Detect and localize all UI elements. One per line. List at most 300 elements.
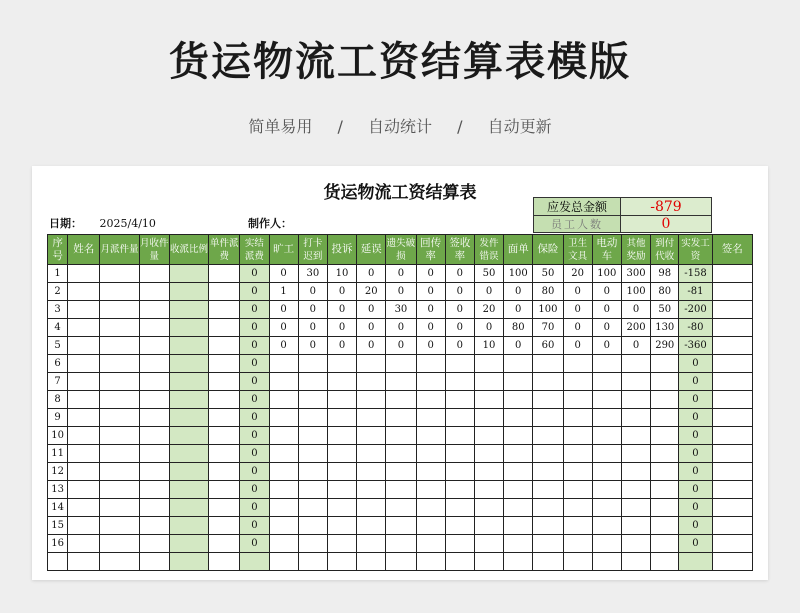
table-cell[interactable]: 0	[357, 265, 386, 283]
table-cell[interactable]	[269, 409, 298, 427]
table-cell[interactable]	[445, 427, 474, 445]
table-cell[interactable]	[169, 337, 208, 355]
table-cell[interactable]: 100	[621, 283, 650, 301]
table-cell[interactable]: 10	[48, 427, 68, 445]
table-cell[interactable]	[416, 535, 445, 553]
table-cell[interactable]	[100, 517, 139, 535]
employee-count-value[interactable]: 0	[621, 216, 712, 233]
table-cell[interactable]: 0	[504, 337, 533, 355]
table-cell[interactable]: -81	[679, 283, 712, 301]
table-cell[interactable]	[269, 373, 298, 391]
table-cell[interactable]	[169, 535, 208, 553]
table-cell[interactable]	[474, 391, 503, 409]
table-cell[interactable]: 0	[240, 427, 269, 445]
table-cell[interactable]: 0	[445, 283, 474, 301]
table-cell[interactable]: 0	[240, 499, 269, 517]
table-cell[interactable]	[445, 553, 474, 571]
table-cell[interactable]	[357, 445, 386, 463]
table-cell[interactable]: 0	[416, 337, 445, 355]
table-cell[interactable]: 50	[651, 301, 679, 319]
table-cell[interactable]: 0	[298, 319, 327, 337]
table-cell[interactable]	[209, 319, 240, 337]
table-cell[interactable]	[169, 517, 208, 535]
table-cell[interactable]	[68, 355, 100, 373]
table-cell[interactable]: 15	[48, 517, 68, 535]
table-cell[interactable]	[651, 427, 679, 445]
table-cell[interactable]	[269, 553, 298, 571]
table-cell[interactable]	[298, 445, 327, 463]
table-cell[interactable]: 0	[240, 481, 269, 499]
table-cell[interactable]: 80	[504, 319, 533, 337]
table-cell[interactable]	[139, 409, 169, 427]
table-cell[interactable]	[327, 355, 356, 373]
table-cell[interactable]	[563, 535, 592, 553]
table-cell[interactable]: 11	[48, 445, 68, 463]
table-cell[interactable]: 0	[445, 337, 474, 355]
table-cell[interactable]	[386, 481, 416, 499]
table-cell[interactable]	[504, 391, 533, 409]
table-cell[interactable]	[327, 463, 356, 481]
table-cell[interactable]: 8	[48, 391, 68, 409]
table-cell[interactable]: 0	[504, 283, 533, 301]
table-cell[interactable]	[169, 409, 208, 427]
table-cell[interactable]	[651, 391, 679, 409]
table-cell[interactable]	[357, 463, 386, 481]
table-cell[interactable]: 0	[416, 319, 445, 337]
total-amount-value[interactable]: -879	[621, 198, 712, 216]
table-cell[interactable]	[563, 391, 592, 409]
table-cell[interactable]	[209, 337, 240, 355]
table-cell[interactable]	[651, 553, 679, 571]
table-cell[interactable]	[504, 373, 533, 391]
table-cell[interactable]	[416, 427, 445, 445]
table-cell[interactable]	[621, 409, 650, 427]
table-cell[interactable]: 0	[269, 265, 298, 283]
table-cell[interactable]	[100, 355, 139, 373]
table-cell[interactable]: 0	[563, 337, 592, 355]
table-cell[interactable]	[563, 427, 592, 445]
table-cell[interactable]	[209, 535, 240, 553]
table-cell[interactable]: 0	[679, 481, 712, 499]
table-cell[interactable]	[621, 427, 650, 445]
table-cell[interactable]: 20	[474, 301, 503, 319]
table-cell[interactable]	[269, 535, 298, 553]
table-cell[interactable]	[327, 553, 356, 571]
table-cell[interactable]	[563, 499, 592, 517]
table-cell[interactable]	[139, 319, 169, 337]
table-cell[interactable]	[139, 463, 169, 481]
table-cell[interactable]: 100	[592, 265, 621, 283]
table-cell[interactable]	[327, 373, 356, 391]
table-cell[interactable]	[651, 499, 679, 517]
table-cell[interactable]: 0	[679, 499, 712, 517]
table-cell[interactable]	[474, 535, 503, 553]
table-cell[interactable]	[563, 373, 592, 391]
table-cell[interactable]	[533, 481, 563, 499]
table-cell[interactable]	[712, 409, 752, 427]
table-cell[interactable]: 2	[48, 283, 68, 301]
table-cell[interactable]: 0	[679, 445, 712, 463]
table-cell[interactable]	[592, 409, 621, 427]
table-cell[interactable]: 0	[327, 337, 356, 355]
table-cell[interactable]	[298, 463, 327, 481]
table-cell[interactable]	[474, 463, 503, 481]
table-cell[interactable]	[621, 553, 650, 571]
table-cell[interactable]: 0	[563, 301, 592, 319]
table-cell[interactable]	[269, 481, 298, 499]
table-cell[interactable]	[679, 553, 712, 571]
table-cell[interactable]	[386, 355, 416, 373]
table-cell[interactable]	[651, 373, 679, 391]
table-cell[interactable]	[68, 445, 100, 463]
table-cell[interactable]	[209, 427, 240, 445]
table-cell[interactable]	[100, 499, 139, 517]
table-cell[interactable]	[563, 409, 592, 427]
table-cell[interactable]	[327, 481, 356, 499]
table-cell[interactable]	[139, 517, 169, 535]
table-cell[interactable]	[269, 499, 298, 517]
table-cell[interactable]	[563, 481, 592, 499]
table-cell[interactable]: 80	[651, 283, 679, 301]
table-cell[interactable]	[386, 427, 416, 445]
table-cell[interactable]	[100, 265, 139, 283]
table-cell[interactable]	[592, 355, 621, 373]
table-cell[interactable]	[712, 427, 752, 445]
table-cell[interactable]: 6	[48, 355, 68, 373]
table-cell[interactable]	[563, 355, 592, 373]
table-cell[interactable]: 60	[533, 337, 563, 355]
table-cell[interactable]	[621, 391, 650, 409]
table-cell[interactable]	[416, 463, 445, 481]
table-cell[interactable]	[169, 553, 208, 571]
table-cell[interactable]	[712, 481, 752, 499]
table-cell[interactable]	[416, 391, 445, 409]
table-cell[interactable]: -80	[679, 319, 712, 337]
table-cell[interactable]: 0	[357, 337, 386, 355]
table-cell[interactable]	[298, 391, 327, 409]
table-cell[interactable]	[592, 553, 621, 571]
table-cell[interactable]	[712, 499, 752, 517]
table-cell[interactable]	[533, 553, 563, 571]
table-cell[interactable]: 10	[327, 265, 356, 283]
table-cell[interactable]	[68, 463, 100, 481]
table-cell[interactable]	[269, 463, 298, 481]
table-cell[interactable]	[68, 391, 100, 409]
table-cell[interactable]	[357, 373, 386, 391]
table-cell[interactable]: 0	[240, 445, 269, 463]
table-cell[interactable]	[68, 283, 100, 301]
table-cell[interactable]: 0	[269, 301, 298, 319]
table-cell[interactable]	[298, 499, 327, 517]
table-cell[interactable]: 9	[48, 409, 68, 427]
table-cell[interactable]	[298, 373, 327, 391]
table-cell[interactable]: 13	[48, 481, 68, 499]
table-cell[interactable]: 5	[48, 337, 68, 355]
table-cell[interactable]	[100, 319, 139, 337]
table-cell[interactable]	[169, 265, 208, 283]
table-cell[interactable]: 0	[416, 301, 445, 319]
table-cell[interactable]	[327, 499, 356, 517]
table-cell[interactable]	[416, 499, 445, 517]
table-cell[interactable]	[169, 283, 208, 301]
table-cell[interactable]	[563, 517, 592, 535]
table-cell[interactable]	[357, 427, 386, 445]
table-cell[interactable]	[445, 535, 474, 553]
table-cell[interactable]	[139, 337, 169, 355]
table-cell[interactable]: 0	[679, 535, 712, 553]
table-cell[interactable]: 10	[474, 337, 503, 355]
table-cell[interactable]	[712, 355, 752, 373]
table-cell[interactable]	[100, 283, 139, 301]
table-cell[interactable]	[100, 427, 139, 445]
table-cell[interactable]	[504, 553, 533, 571]
table-cell[interactable]	[416, 553, 445, 571]
table-cell[interactable]	[621, 517, 650, 535]
table-cell[interactable]	[100, 463, 139, 481]
table-cell[interactable]	[563, 445, 592, 463]
table-cell[interactable]: 0	[240, 283, 269, 301]
table-cell[interactable]	[298, 535, 327, 553]
table-cell[interactable]	[474, 409, 503, 427]
table-cell[interactable]: 100	[504, 265, 533, 283]
table-cell[interactable]: 0	[327, 283, 356, 301]
table-cell[interactable]	[169, 445, 208, 463]
table-cell[interactable]	[651, 481, 679, 499]
table-cell[interactable]	[169, 427, 208, 445]
table-cell[interactable]	[474, 445, 503, 463]
table-cell[interactable]	[139, 265, 169, 283]
table-cell[interactable]	[504, 409, 533, 427]
table-cell[interactable]	[533, 445, 563, 463]
table-cell[interactable]	[240, 553, 269, 571]
table-cell[interactable]	[416, 517, 445, 535]
table-cell[interactable]	[504, 445, 533, 463]
table-cell[interactable]: 0	[327, 301, 356, 319]
table-cell[interactable]	[68, 535, 100, 553]
table-cell[interactable]	[533, 373, 563, 391]
table-cell[interactable]: 0	[240, 265, 269, 283]
table-cell[interactable]: 0	[386, 265, 416, 283]
table-cell[interactable]	[386, 391, 416, 409]
table-cell[interactable]: 0	[240, 517, 269, 535]
table-cell[interactable]	[298, 409, 327, 427]
table-cell[interactable]	[712, 283, 752, 301]
table-cell[interactable]	[209, 409, 240, 427]
table-cell[interactable]	[100, 337, 139, 355]
table-cell[interactable]	[445, 481, 474, 499]
table-cell[interactable]	[269, 391, 298, 409]
table-cell[interactable]: 0	[679, 373, 712, 391]
table-cell[interactable]	[712, 337, 752, 355]
table-cell[interactable]	[504, 517, 533, 535]
table-cell[interactable]: 0	[474, 319, 503, 337]
table-cell[interactable]	[139, 427, 169, 445]
table-cell[interactable]	[209, 373, 240, 391]
table-cell[interactable]	[533, 535, 563, 553]
table-cell[interactable]: 0	[240, 337, 269, 355]
table-cell[interactable]	[712, 391, 752, 409]
table-cell[interactable]: 0	[474, 283, 503, 301]
table-cell[interactable]	[327, 391, 356, 409]
table-cell[interactable]	[474, 373, 503, 391]
table-cell[interactable]	[269, 427, 298, 445]
table-cell[interactable]	[651, 535, 679, 553]
table-cell[interactable]: 0	[592, 319, 621, 337]
table-cell[interactable]	[357, 535, 386, 553]
table-cell[interactable]	[357, 553, 386, 571]
table-cell[interactable]	[100, 553, 139, 571]
table-cell[interactable]	[712, 445, 752, 463]
table-cell[interactable]: 0	[327, 319, 356, 337]
table-cell[interactable]	[139, 355, 169, 373]
table-cell[interactable]	[592, 517, 621, 535]
table-cell[interactable]	[712, 553, 752, 571]
table-cell[interactable]: 0	[240, 391, 269, 409]
table-cell[interactable]	[68, 553, 100, 571]
table-cell[interactable]	[416, 445, 445, 463]
table-cell[interactable]	[298, 517, 327, 535]
table-cell[interactable]: 0	[621, 337, 650, 355]
table-cell[interactable]	[621, 481, 650, 499]
table-cell[interactable]: 50	[533, 265, 563, 283]
table-cell[interactable]	[592, 481, 621, 499]
table-cell[interactable]	[169, 373, 208, 391]
table-cell[interactable]	[621, 355, 650, 373]
table-cell[interactable]	[357, 481, 386, 499]
table-cell[interactable]	[386, 409, 416, 427]
table-cell[interactable]: 0	[679, 355, 712, 373]
table-cell[interactable]: 0	[592, 337, 621, 355]
table-cell[interactable]	[100, 409, 139, 427]
table-cell[interactable]	[169, 499, 208, 517]
table-cell[interactable]	[327, 427, 356, 445]
table-cell[interactable]	[504, 463, 533, 481]
table-cell[interactable]	[533, 355, 563, 373]
table-cell[interactable]: 14	[48, 499, 68, 517]
table-cell[interactable]	[474, 355, 503, 373]
table-cell[interactable]: 4	[48, 319, 68, 337]
table-cell[interactable]	[139, 283, 169, 301]
table-cell[interactable]	[592, 445, 621, 463]
table-cell[interactable]	[357, 391, 386, 409]
table-cell[interactable]	[445, 355, 474, 373]
table-cell[interactable]	[712, 517, 752, 535]
table-cell[interactable]	[139, 553, 169, 571]
table-cell[interactable]	[100, 373, 139, 391]
table-cell[interactable]: 300	[621, 265, 650, 283]
table-cell[interactable]: -158	[679, 265, 712, 283]
table-cell[interactable]: 0	[445, 265, 474, 283]
table-cell[interactable]	[592, 391, 621, 409]
table-cell[interactable]: 0	[298, 337, 327, 355]
table-cell[interactable]	[209, 283, 240, 301]
table-cell[interactable]: 0	[269, 337, 298, 355]
table-cell[interactable]	[504, 535, 533, 553]
table-cell[interactable]	[298, 481, 327, 499]
table-cell[interactable]: 0	[592, 301, 621, 319]
table-cell[interactable]	[68, 337, 100, 355]
table-cell[interactable]	[592, 463, 621, 481]
table-cell[interactable]	[651, 355, 679, 373]
table-cell[interactable]	[416, 409, 445, 427]
table-cell[interactable]: 0	[679, 463, 712, 481]
table-cell[interactable]: 0	[240, 373, 269, 391]
table-cell[interactable]: 130	[651, 319, 679, 337]
table-cell[interactable]	[298, 427, 327, 445]
table-cell[interactable]	[357, 517, 386, 535]
table-cell[interactable]	[48, 553, 68, 571]
table-cell[interactable]	[357, 355, 386, 373]
table-cell[interactable]	[386, 445, 416, 463]
table-cell[interactable]	[139, 301, 169, 319]
table-cell[interactable]	[712, 301, 752, 319]
table-cell[interactable]: 0	[416, 265, 445, 283]
table-cell[interactable]: 0	[679, 391, 712, 409]
table-cell[interactable]: 70	[533, 319, 563, 337]
table-cell[interactable]	[533, 499, 563, 517]
table-cell[interactable]	[68, 517, 100, 535]
table-cell[interactable]	[169, 355, 208, 373]
table-cell[interactable]: 1	[48, 265, 68, 283]
table-cell[interactable]	[357, 499, 386, 517]
table-cell[interactable]	[445, 445, 474, 463]
table-cell[interactable]	[209, 481, 240, 499]
table-cell[interactable]	[504, 481, 533, 499]
table-cell[interactable]: 0	[269, 319, 298, 337]
table-cell[interactable]	[68, 427, 100, 445]
table-cell[interactable]	[621, 535, 650, 553]
table-cell[interactable]	[169, 301, 208, 319]
table-cell[interactable]: 0	[298, 283, 327, 301]
table-cell[interactable]	[139, 373, 169, 391]
table-cell[interactable]	[712, 373, 752, 391]
table-cell[interactable]	[68, 409, 100, 427]
table-cell[interactable]: 50	[474, 265, 503, 283]
table-cell[interactable]	[445, 373, 474, 391]
table-cell[interactable]	[100, 391, 139, 409]
table-cell[interactable]	[533, 409, 563, 427]
table-cell[interactable]	[269, 445, 298, 463]
table-cell[interactable]	[100, 535, 139, 553]
table-cell[interactable]	[563, 553, 592, 571]
table-cell[interactable]: 0	[592, 283, 621, 301]
table-cell[interactable]	[298, 553, 327, 571]
table-cell[interactable]	[474, 481, 503, 499]
table-cell[interactable]: 30	[298, 265, 327, 283]
table-cell[interactable]: 0	[240, 301, 269, 319]
table-cell[interactable]: 0	[240, 535, 269, 553]
table-cell[interactable]	[533, 517, 563, 535]
table-cell[interactable]: 1	[269, 283, 298, 301]
table-cell[interactable]	[386, 553, 416, 571]
table-cell[interactable]	[209, 463, 240, 481]
table-cell[interactable]: 0	[240, 463, 269, 481]
table-cell[interactable]: 80	[533, 283, 563, 301]
table-cell[interactable]	[386, 517, 416, 535]
table-cell[interactable]	[68, 301, 100, 319]
table-cell[interactable]	[386, 535, 416, 553]
table-cell[interactable]: 0	[386, 337, 416, 355]
table-cell[interactable]: 0	[357, 301, 386, 319]
table-cell[interactable]	[68, 319, 100, 337]
table-cell[interactable]: -200	[679, 301, 712, 319]
table-cell[interactable]: 0	[621, 301, 650, 319]
table-cell[interactable]	[68, 481, 100, 499]
table-cell[interactable]	[100, 301, 139, 319]
table-cell[interactable]	[416, 355, 445, 373]
table-cell[interactable]	[621, 499, 650, 517]
table-cell[interactable]: 0	[563, 283, 592, 301]
